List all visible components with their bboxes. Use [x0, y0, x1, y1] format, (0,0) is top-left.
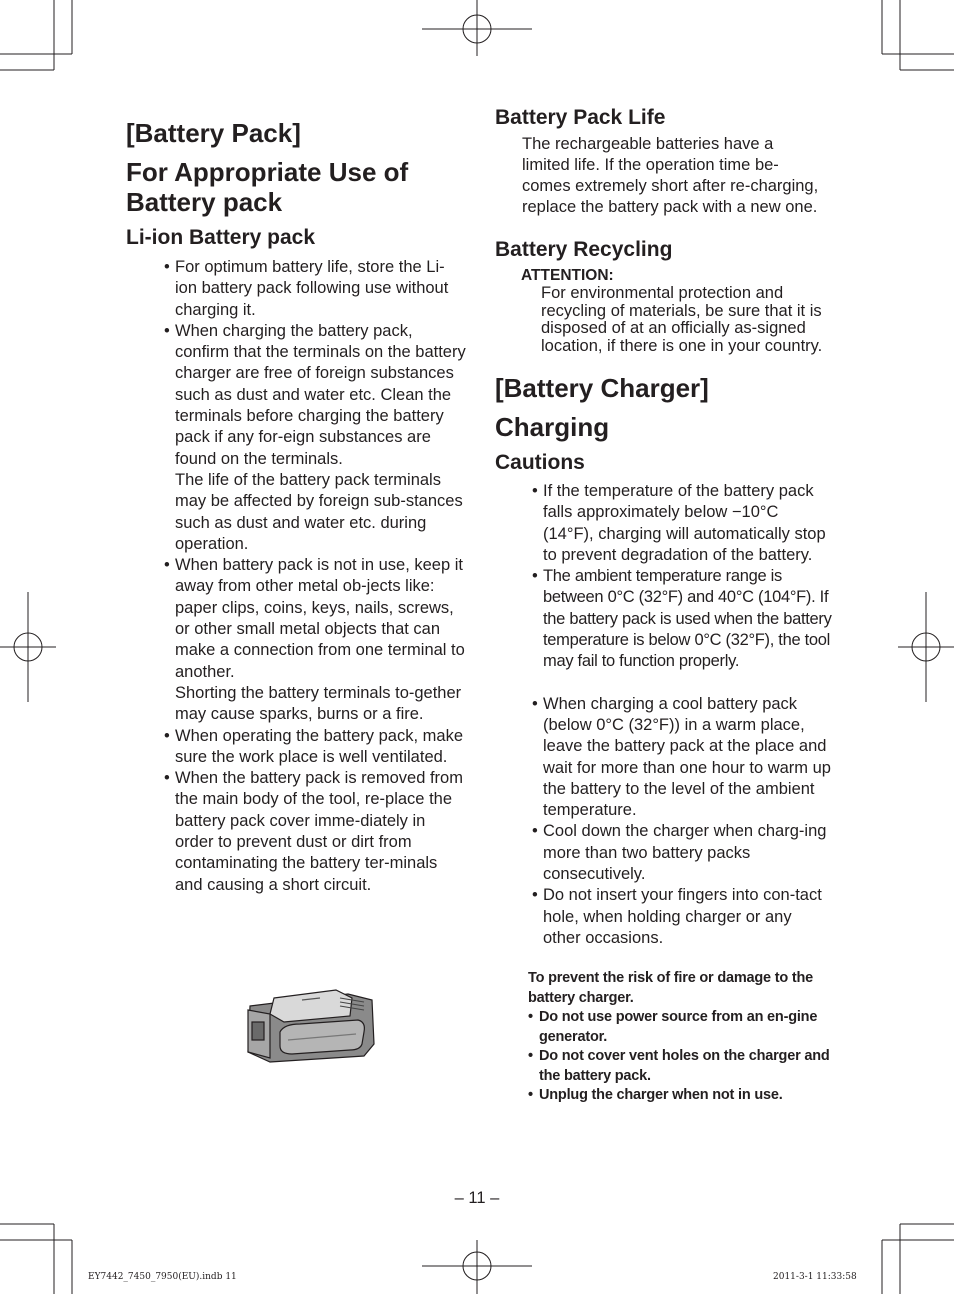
- appropriate-use-heading-line1: For Appropriate Use of: [126, 157, 409, 187]
- li-ion-heading: Li-ion Battery pack: [126, 226, 316, 249]
- bullet-text: When operating the battery pack, make sure the work place is well ventilated.: [175, 726, 463, 766]
- list-item: [532, 694, 832, 822]
- warning-item: • Do not cover vent holes on the charger and the battery pack.: [528, 1047, 833, 1086]
- charging-heading: Charging: [495, 412, 610, 442]
- left-column: [126, 118, 466, 896]
- bullet-text: For optimum battery life, store the Li-ion battery pack following use without charging it.: [175, 258, 449, 319]
- battery-pack-life-text: The rechargeable batteries have a limited life. If the operation time be-comes extremely short after re-charging, replace the battery pack with a new one.: [522, 135, 819, 216]
- list-item: [532, 566, 832, 672]
- appropriate-use-heading-line2: Battery pack: [126, 187, 283, 217]
- list-item: [164, 555, 466, 725]
- list-item: [164, 257, 466, 321]
- cautions-heading: Cautions: [495, 451, 585, 474]
- list-item: [532, 481, 832, 566]
- li-ion-bullet-list: [164, 257, 466, 896]
- date-slug: 2011-3-1 11:33:58: [773, 1272, 857, 1282]
- bullet-text: The ambient temperature range is between 0°C (32°F) and 40°C (104°F). If the battery pack is used when the battery temperature is below 0°C (32°F), the tool may fail to function properly.: [543, 567, 832, 671]
- bullet-text: When charging the battery pack, confirm that the terminals on the battery charger are free of foreign substances such as dust and water etc. Clean the terminals before charging the battery pack if any for-eign substances are found on the terminals.: [175, 321, 466, 468]
- bullet-text: When charging a cool battery pack (below 0°C (32°F)) in a warm place, leave the battery pack at the place and wait for more than one hour to warm up the battery to the level of the ambient temperature.: [543, 694, 831, 820]
- bullet-text: When the battery pack is removed from the main body of the tool, re-place the battery pack cover imme-diately in order to prevent dust or dirt from contaminating the battery ter-minals and causing a short circuit.: [175, 769, 463, 894]
- charger-warning-box: [528, 969, 833, 1106]
- warning-item: • Unplug the charger when not in use.: [528, 1086, 833, 1106]
- list-item: [532, 885, 832, 949]
- list-item: [164, 726, 466, 769]
- battery-pack-illustration: [240, 988, 380, 1064]
- list-item: [164, 768, 466, 896]
- bullet-text: When battery pack is not in use, keep it away from other metal ob-jects like: paper clips, coins, keys, nails, screws, or other small metal objects that can make a connection from one terminal to another.: [175, 556, 465, 681]
- attention-label: ATTENTION:: [521, 267, 614, 284]
- file-slug: EY7442_7450_7950(EU).indb 11: [88, 1272, 237, 1282]
- battery-charger-heading: [Battery Charger]: [495, 373, 709, 403]
- warning-item: • Do not use power source from an en-gine generator.: [528, 1008, 833, 1047]
- cautions-bullet-list: [532, 481, 832, 949]
- appropriate-use-heading: [126, 157, 466, 217]
- page-number: – 11 –: [454, 1189, 500, 1207]
- bullet-text: Cool down the charger when charg-ing more than two battery packs consecutively.: [543, 822, 827, 884]
- warning-intro: To prevent the risk of fire or damage to the battery charger.: [528, 970, 814, 1006]
- attention-text: For environmental protection and recycling of materials, be sure that it is disposed of at an officially as-signed location, if there is one in your country.: [541, 284, 823, 355]
- right-column: [495, 105, 840, 1106]
- battery-pack-life-heading: Battery Pack Life: [495, 106, 666, 129]
- battery-pack-heading: [Battery Pack]: [126, 118, 301, 148]
- list-item: [164, 321, 466, 555]
- bullet-text: If the temperature of the battery pack falls approximately below −10°C (14°F), charging will automatically stop to prevent degradation of the battery.: [543, 482, 826, 564]
- bullet-text: Do not insert your fingers into con-tact hole, when holding charger or any other occasions.: [543, 886, 822, 947]
- list-item: [532, 821, 832, 885]
- bullet-extra-text: Shorting the battery terminals to-gether may cause sparks, burns or a fire.: [175, 683, 462, 724]
- bullet-extra-text: The life of the battery pack terminals may be affected by foreign sub-stances such as dust and water etc. during operation.: [175, 470, 463, 553]
- battery-recycling-heading: Battery Recycling: [495, 238, 673, 261]
